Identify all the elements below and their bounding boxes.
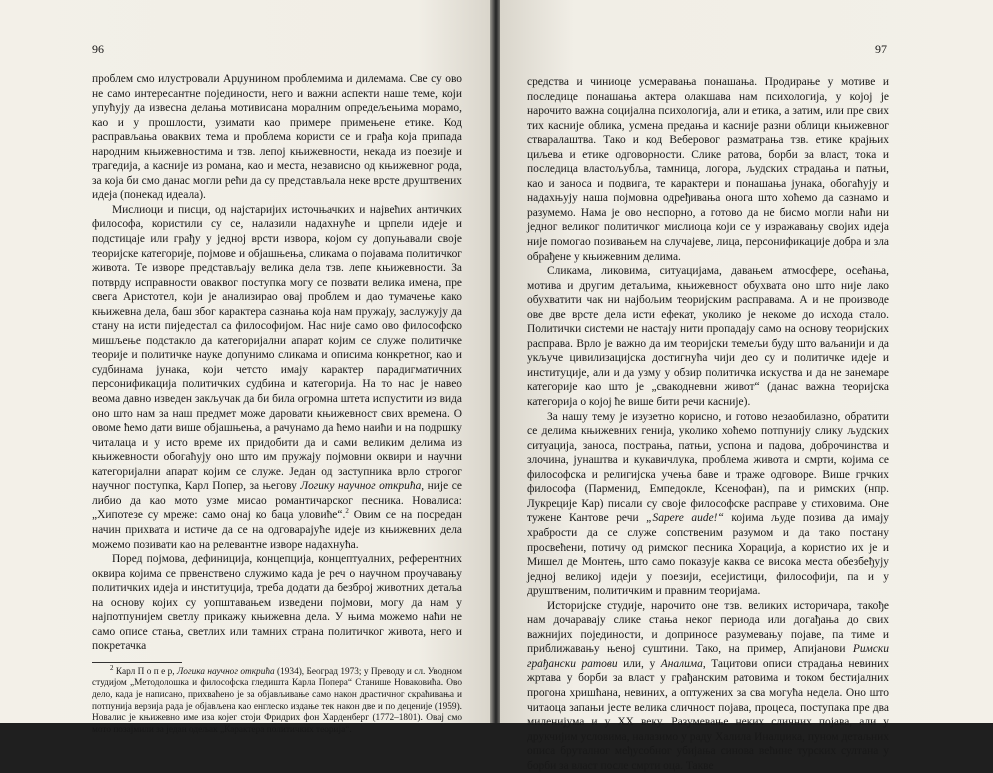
latin-quote: „Sapere aude!“ [646, 512, 724, 525]
paragraph: средства и чиниоце усмеравања понашања. Продирање у мотиве и последице понашања актера олакшава нам психологија, у којој је нарочито важна социјална психологија, али и етика, а затим, или пре свих тих касније облика, усмена предања и касније разни облици књижевног стваралаштва. Тако и код Веберовог разматрања тзв. етике крајњих циљева и етике одговорности. Слике ратова, борби за власт, тока и последица властољубља, тамница, логора, људских страдања и патњи, као и заноса и подвига, те карактери и понашања јунака, обогаћују и надахњују наша појмовна одређивања онога што хоћемо да сазнамо и разумемо. Нама је ово неспорно, а готово да не бисмо могли наћи ни једног великог политичког мислиоца који се у изражавању својих идеја није помогао позивањем на случајеве, лица, персонификације добра и зла обрађене у књижевним делима. [527, 76, 889, 263]
footnote: $^2$ Карл П о п е р, Логика научног открића (1934), Београд 1973; у Преводу и сл. Уводном студијом „Методолошка и философска гледишта Карла Попера“ Станише Новаковића. Ово дело, када је написано, прихваћено је за објављивање само након драстичног скраћивања и потпунија верзија рада је објављена као енглеско издање тек након две и по деценије (1959). Новалис је књижевно име иза којег стоји Фридрих фон Харденберг (1772–1801). Овај смо мото позајмили за један одељак „Карактера политичких теорија“. [92, 663, 462, 735]
left-page-body [92, 72, 462, 736]
paragraph: Поред појмова, дефиниција, концепција, концептуалних, референтних оквира којима се првенствено служимо када је реч о научном проучавању политичких идеја и институција, треба додати да безброј животних детаља на основу којих су уопштавањем изведени појмови, могу да нам у најпотпунијем светлу прикажу књижевна дела. У њима можемо наћи не само описе стања, светлих или тамних страна политичког живота, него и покретачка [92, 553, 462, 653]
left-page [0, 0, 492, 735]
footnote-marker: 2 [345, 507, 349, 516]
footnote-divider [92, 662, 182, 663]
paragraph: Историјске студије, нарочито оне тзв. великих историчара, такође нам дочаравају слике стања неког периода или догађања до свих важнијих појединости, и доприносе разумевању појаве, па тиме и приближавању њеној суштини. Тако, на пример, Апијанови Римски грађански ратови или, у Аналима, Тацитови описи страдања невиних жртава у борби за власт у грађанским ратовима и током бестијалних прогона хришћана, невиних, а оптужених за сва могућа недела. Оно што читаоца запањи јесте велика сличност појава, процеса, поступака пре два миленијума и у XX веку. Разумевање неких сличних појава, али у друкчијим условима, налазимо у раду Халила Иналџика, пуном детаљних описа бруталног међусобног убијања синова већине турских султана у борби за власт после смрти оца. Такве [527, 599, 890, 772]
right-page [500, 0, 993, 772]
book-title: Римски грађански ратови [527, 643, 889, 670]
right-page-body [527, 75, 889, 773]
paragraph: Сликама, ликовима, ситуацијама, давањем атмосфере, осећања, мотива и другим детаљима, књижевност обухвата оно што није лако обухватити чак ни најбољим теоријским расправама. А и не производе ове две врсте дела исти ефекат, уколико је некоме до исхода стало. Политички системи не настају нити пропадају само на основу теоријских расправа. Врло је важно да им теоријски темељи буду што ваљанији и да укључе цивилизацијска достигнућа чији део су и политичке идеје и институције, али и да узму у обзир политичка искуства и да не занемаре категорије као што је „свакодневни живот“ (данас важна теоријска категорија о којој ће више бити речи касније). [527, 265, 889, 409]
book-title: Логику научног открића [300, 480, 422, 493]
paragraph: Мислиоци и писци, од најстаријих источњачких и највећих античких философа, користили су се, налазили надахнуће и црпели идеје и подстицаје или грађу у једној врсти извора, којом су допуњавали своје теоријске категорије, појмове и објашњења, сликама о појавама политичког живота. Те изворе представљају велика дела тзв. лепе књижевности. За потврду исправности оваквог поступка могу се позвати велика имена, пре свега Аристотел, који је анализирао овај проблем и дао тумачење како књижевна дела, баш због карактера сазнања која нам пружају, заслужују да стану на исти пиједестал са философијом. Нас није само ово философско мишљење подстакло да категоријални апарат којим се служе политичке теорије и политичке науке допунимо сликама и описима конкретног, као и судбинама јунака, који четсто имају карактер парадигматичних персонификација политичких судбина и категорија. На то нас је навео веома давно изведен закључак да би била огромна штета испустити из вида оно што нам за наш предмет може даровати књижевност свих времена. О овоме ћемо дати више објашњења, а рачунамо да ћемо наићи и на подршку читалаца и у исто време их придобити да и сами великим делима из књижевности обогаћују оно што им пружају појмовни оквири и научни категоријални апарат којим се служе. Један од заступника врло строгог научног поступка, Карл Попер, за његову Логику научног открића, није се либио да као мото узме мисао романтичарског песника. Новалиса: „Хипотезе су мреже: само онај ко баца уловиће“.$^2$ Овим се на посредан начин прихвата и истиче да се на одговарајуће идеје из књижевних дела можемо позивати као на релевантне изворе надахнућа. [92, 203, 463, 551]
paragraph: проблем смо илустровали Арџунином проблемима и дилемама. Све су ово не само интересантне појединости, него и важни аспекти наше теме, који упућују да извесна делања мотивисана моралним опредељењима морамо, као и у прошлости, узимати као примере примењене етике. Код расправљања оваквих тема и проблема користи се и грађа која припада народним књижевностима и тзв. лепој књижевности, некада из поезије и трагедија, а касније из романа, као и места, независно од књижевног рода, за која би смо данас могли рећи да су представљала неке врсте друштвених идеја (понекад идеала). [92, 73, 462, 202]
page-number-left: 96 [92, 42, 104, 56]
book-title: Аналима [660, 657, 703, 670]
paragraph: За нашу тему је изузетно корисно, и готово незаобилазно, обратити се делима књижевних генија, уколико хоћемо потпунију слику људских ситуација, заноса, пострања, патњи, успона и падова, доброчинства и злочина, јунаштва и кукавичлука, проблема живота и смрти, којима се философска и религијска учења баве и траже одговоре. Више грчких философа (Парменид, Емпедокле, Ксенофан), па и римских (нпр. Лукреције Кар) писали су своје философске расправе у стиховима. Оне тужене Кантове речи „Sapere aude!“ којима људе позива да имају храбрости да се служе сопственим разумом и да тако постану просвећени, потичу од римског песника Хорација, а користио их је и Мишел де Монтењ, што само показује каква се висока места обезбеђују једној великој идеји у поезији, есејистици, философији, па и у друштвеним, политичким и правним теоријама. [527, 410, 889, 598]
page-number-right: 97 [875, 42, 887, 56]
